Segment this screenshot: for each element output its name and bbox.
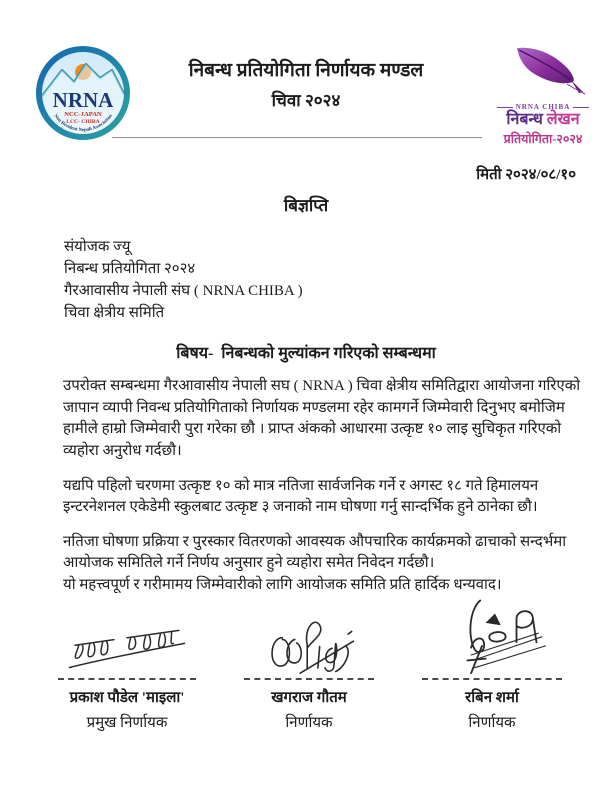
paragraph-2: यद्यपि पहिलो चरणमा उत्कृष्ट १० को मात्र नतिजा सार्वजनिक गर्ने र अगस्ट १८ गते हिमालयन इन्टरनेशनल एकेडेमी स्कुलबाट उत्कृष्ट ३ जनाको नाम घोषणा गर्नु सान्दर्भिक हुने ठानेका छौ। [63, 477, 539, 516]
contest-logo-word2: लेखन [546, 111, 580, 128]
address-line-4: चिवा क्षेत्रीय समिति [64, 305, 165, 322]
signature-scribble-icon [433, 595, 551, 675]
letterhead-titles [140, 60, 472, 111]
org-title: निबन्ध प्रतियोगिता निर्णायक मण्डल [188, 60, 424, 81]
signatory-2-name: खगराज गौतम [271, 689, 347, 706]
signature-scribble-icon [253, 611, 365, 675]
logo-ncc-japan: NCC-JAPAN [64, 111, 102, 118]
signatory-3 [412, 611, 572, 732]
signature-2-line [244, 678, 374, 680]
signature-block [0, 611, 612, 732]
paragraph-1: उपरोक्त सम्बन्धमा गैरआवासीय नेपाली सघ ( NRNA ) चिवा क्षेत्रीय समितिद्वारा आयोजना गरिएको जापान व्यापी निवन्ध प्रतियोगिताको निर्णायक मण्डलमा रहेर कामगर्ने जिम्मेवारी दिनुभए बमोजिम हामीले हाम्रो जिम्मेवारी पुरा गरेका छौ । प्राप्त अंकको आधारमा उत्कृष्ट १० लाइ सुचिकृत गरिएको व्यहोरा अनुरोध गर्दछौ। [63, 378, 581, 459]
signature-3-handwriting [412, 611, 572, 675]
logo-lcc-chiba: LCC- CHIBA [66, 119, 100, 125]
org-subtitle: चिवा २०२४ [271, 90, 341, 110]
signature-3-line [422, 678, 562, 680]
signatory-2-role: निर्णायक [285, 714, 333, 731]
contest-logo-subtitle: प्रतियोगिता-२०२४ [503, 131, 583, 146]
address-line-3: गैरआवासीय नेपाली संघ ( NRNA CHIBA ) [64, 283, 303, 300]
paragraph-4: यो महत्त्वपूर्ण र गरीमामय जिम्मेवारीको लागि आयोजक समिति प्रति हार्दिक धन्यवाद। [63, 576, 502, 593]
address-line-2: निबन्ध प्रतियोगिता २०२४ [64, 261, 196, 278]
signatory-1 [48, 611, 206, 732]
signature-2-handwriting [234, 611, 384, 675]
paragraph-3: नतिजा घोषणा प्रक्रिया र पुरस्कार वितरणको आवस्यक औपचारिक कार्यक्रमको ढाचाको सन्दर्भमा आयोजक समितिले गर्ने निर्णय अनुसार हुने व्यहोरा समेत निवेदन गर्दछौ। [63, 533, 567, 572]
address-block [64, 236, 612, 324]
signatory-3-role: निर्णायक [468, 714, 516, 731]
contest-logo-org: NRNA CHIBA [482, 103, 604, 111]
nrna-emblem-icon [34, 44, 132, 142]
header-divider [112, 137, 482, 138]
signatory-1-role: प्रमुख निर्णायक [86, 714, 168, 731]
signature-1-line [58, 678, 196, 680]
signatory-3-name: रबिन शर्मा [465, 689, 519, 706]
signatory-2 [234, 611, 384, 732]
nrna-logo [34, 44, 132, 142]
contest-logo [482, 44, 604, 147]
signature-scribble-icon [62, 621, 192, 675]
notice-heading: बिज्ञप्ति [283, 196, 329, 215]
letter-body [0, 376, 612, 596]
signatory-1-name: प्रकाश पौडेल 'माइला' [69, 689, 185, 706]
subject-line: बिषय- निबन्धको मुल्यांकन गरिएको सम्बन्धमा [176, 345, 436, 363]
letterhead [0, 0, 612, 150]
address-line-1: संयोजक ज्यू [64, 239, 131, 255]
contest-logo-word1: निबन्ध [506, 111, 543, 128]
contest-logo-title [482, 112, 604, 129]
date-line: मिती २०२४/०८/१० [476, 167, 576, 183]
logo-acronym: NRNA [52, 88, 114, 112]
logo-arc-text: Non Resident Nepali Association [52, 113, 114, 134]
signature-1-handwriting [48, 611, 206, 675]
quill-feather-icon [483, 44, 603, 104]
